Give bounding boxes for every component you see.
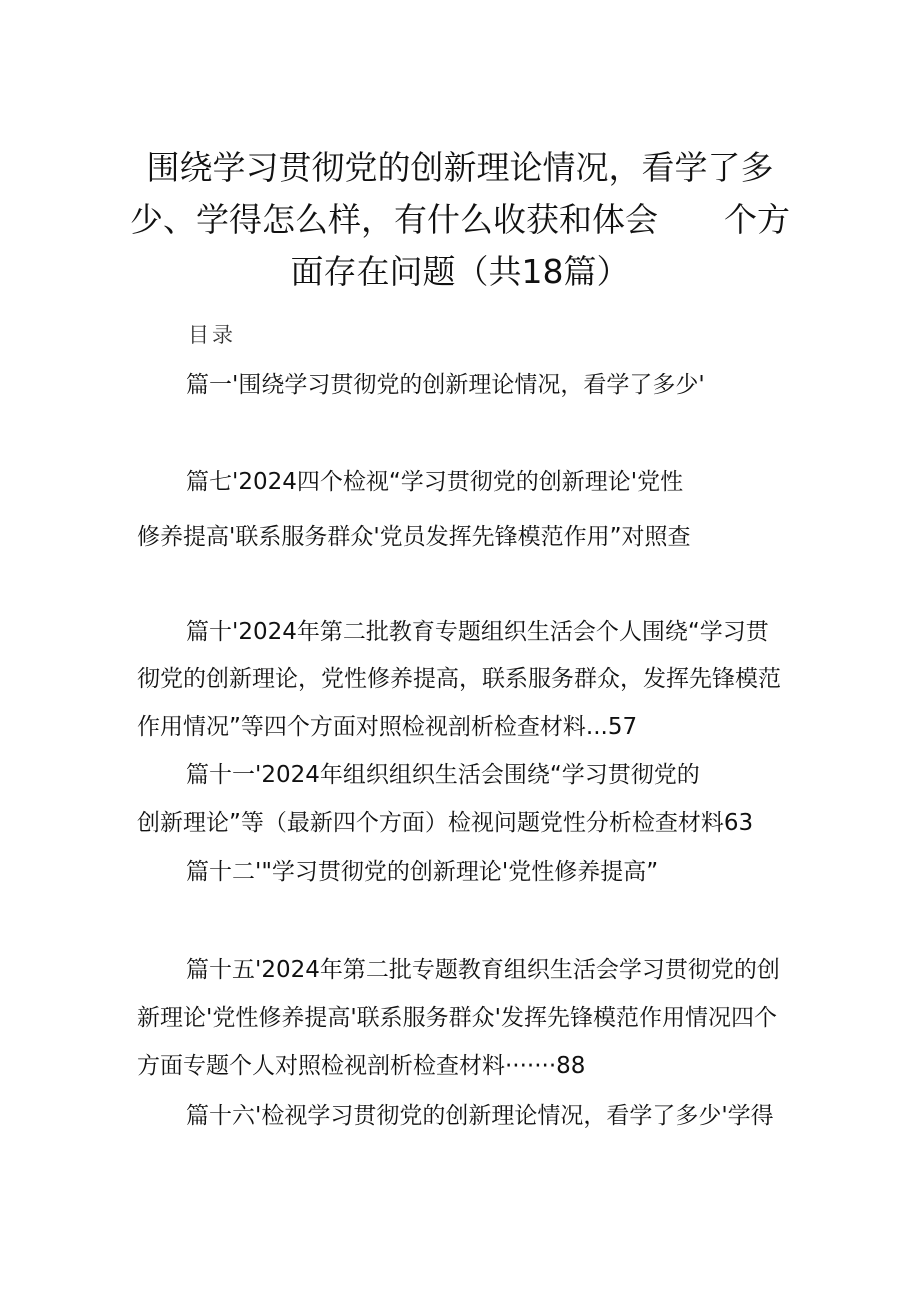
toc-entry-line: 篇十'2024年第二批教育专题组织生活会个人围绕“学习贯 xyxy=(186,619,769,645)
toc-entry-line: 篇十五'2024年第二批专题教育组织生活会学习贯彻党的创 xyxy=(186,957,780,983)
toc-entry-line: 彻党的创新理论，党性修养提高，联系服务群众，发挥先锋模范 xyxy=(137,666,781,692)
toc-entry-line: 篇十二'"学习贯彻党的创新理论'党性修养提高” xyxy=(186,859,659,885)
toc-entry-line: 修养提高'联系服务群众'党员发挥先锋模范作用”对照查 xyxy=(137,524,691,550)
toc-entry-line: 篇七'2024四个检视“学习贯彻党的创新理论'党性 xyxy=(186,469,684,495)
toc-entry-line: 方面专题个人对照检视剖析检查材料·······88 xyxy=(137,1053,586,1079)
title-line-1: 围绕学习贯彻党的创新理论情况，看学了多 xyxy=(146,148,774,187)
title-line-2: 少、学得怎么样，有什么收获和体会 个方 xyxy=(130,200,790,239)
toc-entry-line: 篇十一'2024年组织组织生活会围绕“学习贯彻党的 xyxy=(186,762,700,788)
toc-entry-line: 篇一'围绕学习贯彻党的创新理论情况，看学了多少' xyxy=(186,372,705,398)
title-line-3: 面存在问题（共18篇） xyxy=(290,252,630,291)
toc-entry-line: 新理论'党性修养提高'联系服务群众'发挥先锋模范作用情况四个 xyxy=(137,1005,777,1031)
toc-heading: 目录 xyxy=(188,323,236,347)
document-title xyxy=(120,142,800,298)
toc-entry-line: 篇十六'检视学习贯彻党的创新理论情况，看学了多少'学得 xyxy=(186,1103,774,1129)
toc-entry-line: 作用情况”等四个方面对照检视剖析检查材料...57 xyxy=(137,714,638,740)
toc-entry-line: 创新理论”等（最新四个方面）检视问题党性分析检查材料63 xyxy=(137,810,754,836)
